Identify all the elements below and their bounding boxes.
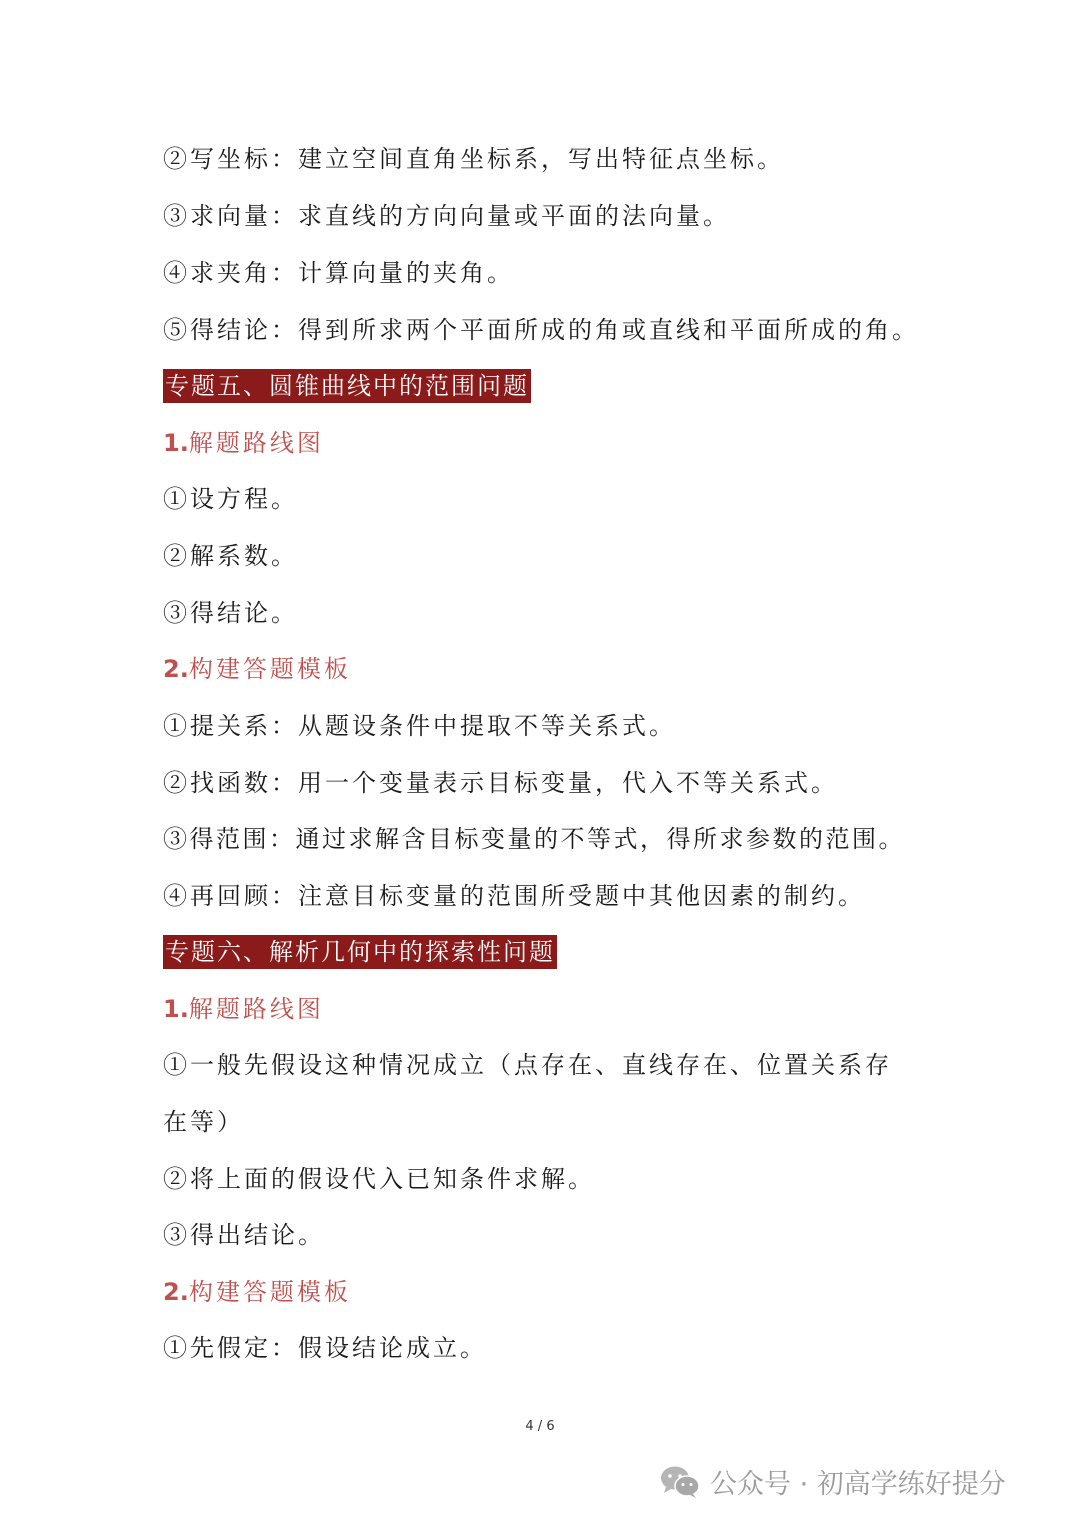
- section-title-topic5: 专题五、圆锥曲线中的范围问题: [163, 369, 531, 403]
- step-line: ③得范围：通过求解含目标变量的不等式，得所求参数的范围。: [163, 825, 905, 853]
- wechat-icon: [660, 1465, 700, 1499]
- watermark: [660, 1462, 1006, 1501]
- step-line-continued: 在等）: [163, 1108, 244, 1136]
- section-title-topic6: 专题六、解析几何中的探索性问题: [163, 935, 557, 969]
- subheading-number: 2.: [163, 655, 189, 683]
- text-line: ②写坐标：建立空间直角坐标系，写出特征点坐标。: [163, 145, 784, 173]
- watermark-text: 公众号 · 初高学练好提分: [710, 1469, 1006, 1500]
- text-line: ④求夹角：计算向量的夹角。: [163, 259, 514, 287]
- step-line: ③得出结论。: [163, 1221, 325, 1249]
- subheading-template: [163, 1275, 351, 1309]
- subheading-text: 解题路线图: [188, 995, 324, 1023]
- subheading-text: 解题路线图: [188, 429, 324, 457]
- step-line: ②将上面的假设代入已知条件求解。: [163, 1165, 595, 1193]
- subheading-number: 1.: [163, 995, 189, 1023]
- subheading-roadmap: [163, 992, 324, 1026]
- step-line: ②解系数。: [163, 542, 298, 570]
- step-line: ①提关系：从题设条件中提取不等关系式。: [163, 712, 676, 740]
- subheading-template: [163, 652, 351, 686]
- subheading-number: 1.: [163, 429, 189, 457]
- step-line: ①一般先假设这种情况成立（点存在、直线存在、位置关系存: [163, 1051, 892, 1079]
- page-number: 4 / 6: [525, 1419, 555, 1434]
- subheading-text: 构建答题模板: [188, 1278, 351, 1306]
- step-line: ①先假定：假设结论成立。: [163, 1334, 487, 1362]
- subheading-text: 构建答题模板: [188, 655, 351, 683]
- text-line: ⑤得结论：得到所求两个平面所成的角或直线和平面所成的角。: [163, 316, 919, 344]
- subheading-number: 2.: [163, 1278, 189, 1306]
- step-line: ②找函数：用一个变量表示目标变量，代入不等关系式。: [163, 769, 838, 797]
- subheading-roadmap: [163, 426, 324, 460]
- step-line: ④再回顾：注意目标变量的范围所受题中其他因素的制约。: [163, 882, 865, 910]
- step-line: ①设方程。: [163, 485, 298, 513]
- step-line: ③得结论。: [163, 599, 298, 627]
- text-line: ③求向量：求直线的方向向量或平面的法向量。: [163, 202, 730, 230]
